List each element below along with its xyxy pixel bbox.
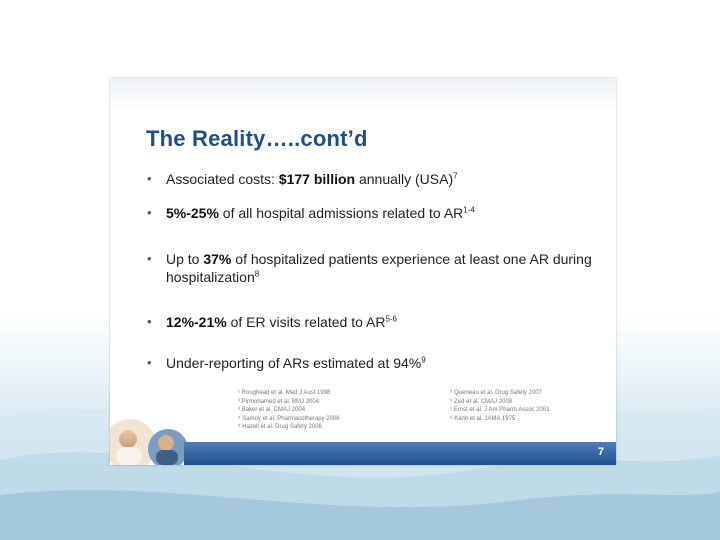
- bullet-dot: •: [147, 251, 152, 266]
- bullet-dot: •: [147, 355, 152, 370]
- reference-item: ¹ Roughead et al. Med J Aust 1998: [238, 390, 331, 396]
- bullet-item: • Up to 37% of hospitalized patients experience at least one AR during hospitalization$^8$: [147, 251, 592, 285]
- reference-item: ⁶ Zed et al. CMAJ 2008: [450, 398, 513, 405]
- bullet-dot: •: [147, 205, 152, 220]
- reference-item: ³ Baker et al. CMAJ 2004: [238, 407, 306, 413]
- page-number: 7: [597, 446, 604, 458]
- references-right: [450, 389, 550, 423]
- reference-item: ² Pirmohamed et al. BMJ 2004: [238, 398, 320, 405]
- slide-title: The Reality…..cont’d: [146, 126, 368, 151]
- bullet-item: • Associated costs: $177 billion annually (USA)$^7$: [147, 171, 458, 187]
- reference-item: ⁸ Kanh et al. JAMA 1975: [450, 415, 516, 422]
- bullet-dot: •: [147, 314, 152, 329]
- slide: [110, 78, 616, 465]
- footer-bar: [184, 442, 616, 465]
- reference-item: ⁴ Samoy et al. Pharmacotherapy 2006: [238, 415, 340, 422]
- bullet-item: • Under-reporting of ARs estimated at 94%$^9$: [147, 355, 426, 371]
- bullet-item: • 5%-25% of all hospital admissions related to AR$^{1-4}$: [147, 205, 475, 221]
- slide-header-band: [110, 78, 616, 112]
- references-left: [238, 389, 340, 432]
- bullet-dot: •: [147, 171, 152, 186]
- reference-item: ⁵ Hazell et al. Drug Safety 2006: [238, 424, 322, 430]
- bullet-item: • 12%-21% of ER visits related to AR$^{5-6}$: [147, 314, 397, 330]
- reference-item: ⁷ Ernst et al. J Am Pharm Assoc 2001: [450, 407, 550, 413]
- reference-item: ⁵ Queneau et al. Drug Safety 2007: [450, 390, 542, 396]
